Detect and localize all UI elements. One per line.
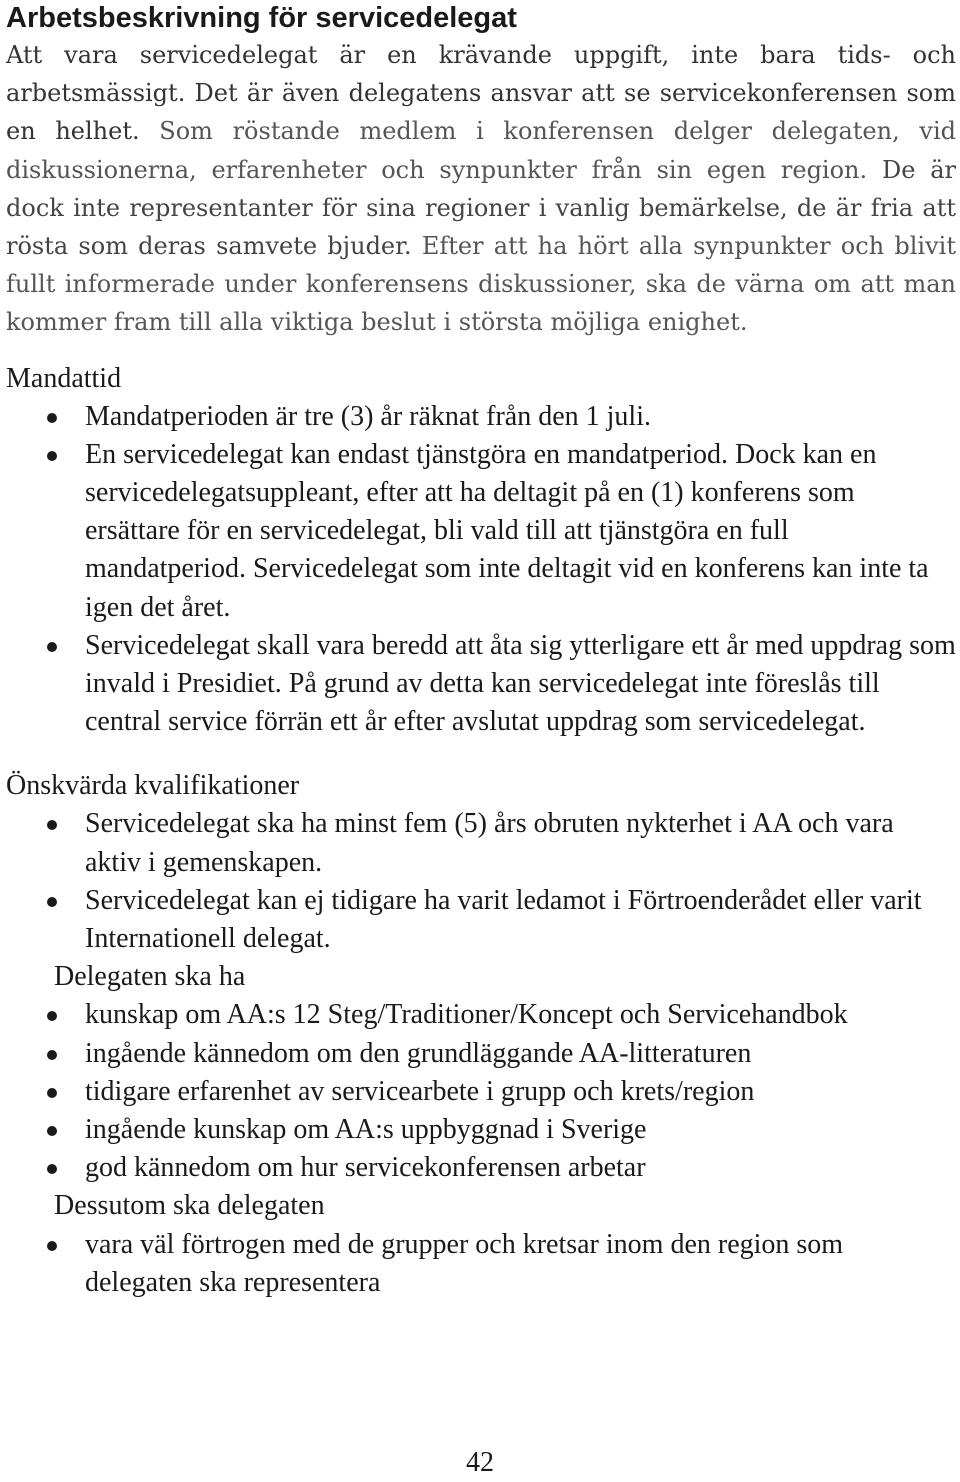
subheading-delegaten-ska-ha: Delegaten ska ha [54,961,246,993]
section-heading-kvalifikationer: Önskvärda kvalifikationer [6,770,300,802]
intro-sentence-2: Som röstande medlem i konferensen delger delegaten, vid diskussionerna, erfarenheter och synpunkter från sin egen region. [6,117,956,184]
page-number: 42 [466,1447,494,1478]
list-item: Servicedelegat ska ha minst fem (5) års obruten nykterhet i AA och vara aktiv i gemenskapen. [6,805,956,881]
list-item: ingående kunskap om AA:s uppbyggnad i Sverige [6,1111,956,1149]
list-item: En servicedelegat kan endast tjänstgöra en mandatperiod. Dock kan en servicedelegatsuppleant, efter att ha deltagit på en (1) konferens som ersättare för en servicedelegat, bli vald till att tjänstgöra en full mandatperiod. Servicedelegat som inte deltagit vid en konferens kan inte ta igen det året. [6,436,956,627]
intro-sentence-3: De är dock inte representanter för sina regioner i vanlig bemärkelse, de är fria att rösta som deras samvete bjuder. [6,155,957,261]
intro-sentence-4: Efter att ha hört alla synpunkter och blivit fullt informerade under konferensens diskussioner, ska de värna om att man kommer fram till alla viktiga beslut i största möjliga enighet. [6,232,956,337]
list-item: kunskap om AA:s 12 Steg/Traditioner/Koncept och Servicehandbok [6,996,956,1034]
mandattid-list [6,398,956,742]
section-heading-mandattid: Mandattid [6,362,122,394]
list-item: tidigare erfarenhet av servicearbete i grupp och krets/region [6,1073,956,1111]
delegaten-ska-ha-list [6,996,956,1187]
subheading-dessutom: Dessutom ska delegaten [54,1190,325,1222]
intro-sentence-1: Att vara servicedelegat är en krävande uppgift, inte bara tids- och arbetsmässigt. Det är även delegatens ansvar att se servicekonferensen som en helhet. [6,41,956,146]
list-item: Mandatperioden är tre (3) år räknat från den 1 juli. [6,398,956,436]
list-item: god kännedom om hur servicekonferensen arbetar [6,1149,956,1187]
list-item: Servicedelegat skall vara beredd att åta sig ytterligare ett år med uppdrag som invald i Presidiet. På grund av detta kan servicedelegat inte föreslås till central service förrän ett år efter avslutat uppdrag som servicedelegat. [6,627,956,742]
page-title: Arbetsbeskrivning för servicedelegat [6,2,517,34]
intro-paragraph [6,36,956,342]
kvalifikationer-list [6,805,956,958]
list-item: vara väl förtrogen med de grupper och kretsar inom den region som delegaten ska representera [6,1226,956,1302]
document-page [6,0,956,1302]
list-item: Servicedelegat kan ej tidigare ha varit ledamot i Förtroenderådet eller varit Internationell delegat. [6,882,956,958]
list-item: ingående kännedom om den grundläggande AA-litteraturen [6,1035,956,1073]
dessutom-list [6,1226,956,1302]
